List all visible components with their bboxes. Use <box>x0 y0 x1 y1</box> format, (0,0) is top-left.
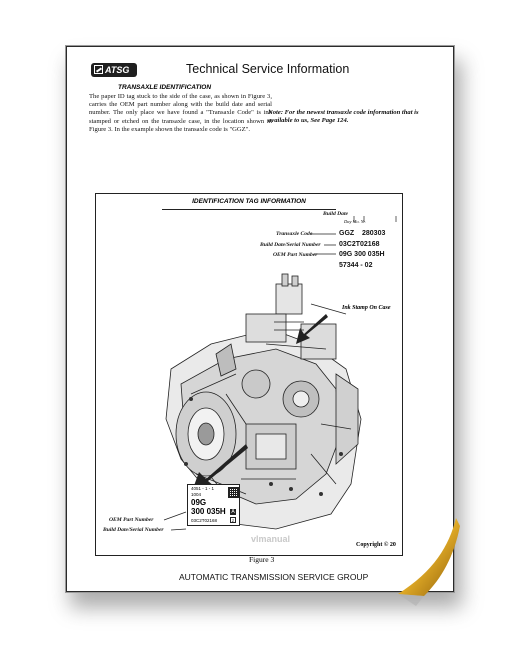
manual-page <box>65 45 455 593</box>
figure-watermark: vlmanual <box>251 534 291 544</box>
qr-code-icon <box>228 487 239 498</box>
figure-box <box>95 193 403 556</box>
build-date-value: 280303 <box>362 230 386 237</box>
tag-box-z: Z <box>231 518 235 523</box>
extra-code-value: 57344 - 02 <box>339 262 373 269</box>
page-title: Technical Service Information <box>186 62 350 76</box>
tag-line-5: 03C2T02168 <box>191 518 218 523</box>
tag-line-1: 4051 - 1 - 1 <box>191 486 215 491</box>
ink-stamp-label: Ink Stamp On Case <box>342 305 391 311</box>
transaxle-illustration <box>96 194 403 556</box>
transaxle-code-value: GGZ <box>339 230 355 237</box>
logo-text: ATSG <box>105 65 130 75</box>
atsg-logo <box>91 63 137 77</box>
copyright-text: Copyright © 20 <box>356 542 396 548</box>
transaxle-code-label: Transaxle Code <box>276 231 313 237</box>
tag-box-a: A <box>231 509 235 515</box>
oem-value: 09G 300 035H <box>339 251 385 258</box>
oem-label: OEM Part Number <box>273 252 318 258</box>
callout-oem-label: OEM Part Number <box>109 517 154 523</box>
tag-line-4: 300 035H <box>191 507 226 516</box>
serial-value: 03C2T02168 <box>339 241 380 248</box>
id-tag <box>187 484 240 526</box>
logo-mark-icon <box>94 65 103 74</box>
section-title: TRANSAXLE IDENTIFICATION <box>118 84 212 91</box>
figure-header: IDENTIFICATION TAG INFORMATION <box>96 198 402 205</box>
note-text: Note: For the newest transaxle code information that is available to us, See Page 124. <box>268 109 419 125</box>
day-mo-yr-label: Day Mo. Yr. <box>344 219 366 224</box>
body-paragraph: The paper ID tag stuck to the side of the case, as shown in Figure 3, carries the OEM part number along with the build date and serial number. The only place we have found a "Transaxle Code" is ink stamped or etched on the transaxle case, in the location shown in Figure 3. In the example shown the transaxle code is "GGZ". <box>89 93 272 133</box>
tag-line-3: 09G <box>191 498 207 507</box>
figure-caption: Figure 3 <box>249 555 275 564</box>
build-date-label: Build Date <box>323 211 349 217</box>
page-footer: AUTOMATIC TRANSMISSION SERVICE GROUP <box>179 572 369 582</box>
serial-label: Build Date/Serial Number <box>260 242 321 248</box>
page-curl-icon <box>394 516 464 608</box>
tag-line-2: 1004 <box>191 492 202 497</box>
callout-serial-label: Build Date/Serial Number <box>103 527 164 533</box>
